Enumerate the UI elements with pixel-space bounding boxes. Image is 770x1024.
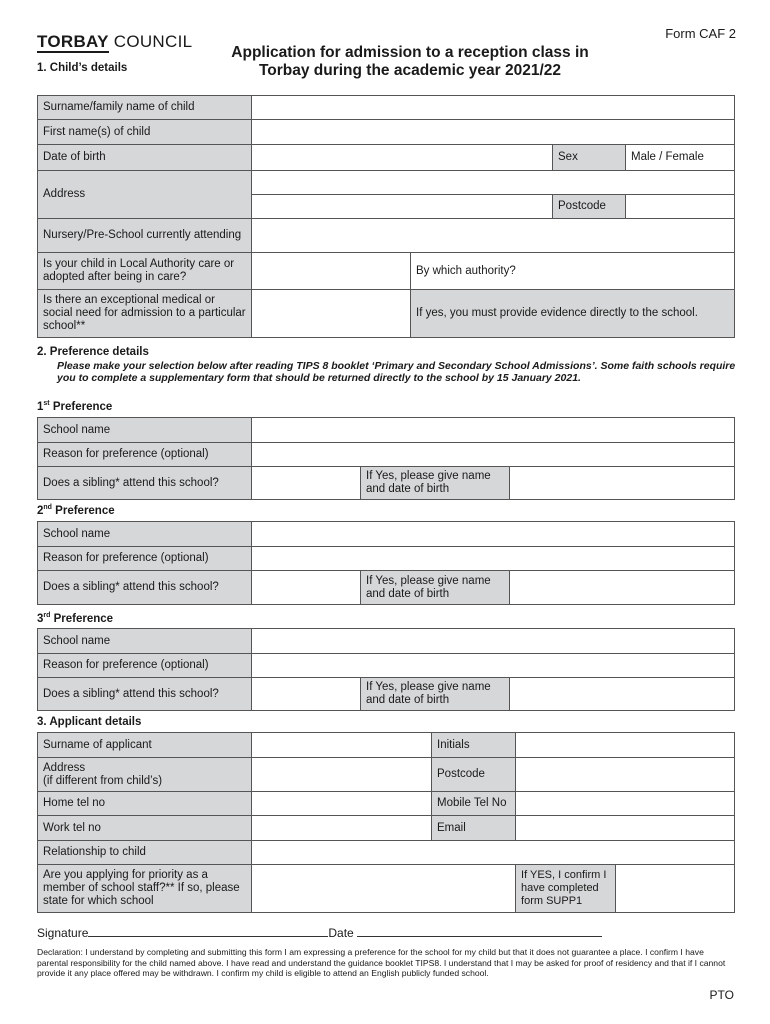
care-field[interactable] bbox=[252, 253, 411, 290]
child-surname-field[interactable] bbox=[252, 96, 735, 120]
sibling-field[interactable] bbox=[252, 678, 361, 711]
title-line-2: Torbay during the academic year 2021/22 bbox=[258, 62, 562, 79]
address-label: Address bbox=[38, 171, 252, 219]
reason-label: Reason for preference (optional) bbox=[38, 547, 252, 571]
school-name-label: School name bbox=[38, 522, 252, 547]
logo-bold: TORBAY bbox=[37, 32, 109, 51]
supp-confirm-label: If YES, I confirm I have completed form SUPP1 bbox=[516, 865, 616, 913]
preference-2-table bbox=[37, 521, 735, 605]
pto-label: PTO bbox=[709, 988, 734, 1002]
reason-field[interactable] bbox=[252, 654, 735, 678]
postcode-field[interactable] bbox=[626, 195, 735, 219]
address-field-line1[interactable] bbox=[252, 171, 735, 195]
pref-sup: rd bbox=[43, 612, 51, 620]
sibling-label: Does a sibling* attend this school? bbox=[38, 571, 252, 605]
evidence-note: If yes, you must provide evidence directly to the school. bbox=[411, 290, 735, 338]
reason-label: Reason for preference (optional) bbox=[38, 654, 252, 678]
reason-label: Reason for preference (optional) bbox=[38, 443, 252, 467]
authority-label[interactable]: By which authority? bbox=[411, 253, 735, 290]
pref-num: 1 bbox=[37, 401, 44, 413]
signature-label: Signature bbox=[37, 926, 89, 940]
pref-label: Preference bbox=[53, 613, 114, 625]
sibling-details-field[interactable] bbox=[510, 678, 735, 711]
applicant-surname-label: Surname of applicant bbox=[38, 733, 252, 758]
school-name-field[interactable] bbox=[252, 418, 735, 443]
priority-label: Are you applying for priority as a member of school staff?** If so, please state for which school bbox=[38, 865, 252, 913]
school-name-field[interactable] bbox=[252, 522, 735, 547]
relationship-label: Relationship to child bbox=[38, 841, 252, 865]
school-name-field[interactable] bbox=[252, 629, 735, 654]
child-first-names-field[interactable] bbox=[252, 120, 735, 145]
section3-heading: 3. Applicant details bbox=[37, 716, 142, 728]
date-field[interactable] bbox=[357, 927, 602, 937]
signature-row bbox=[37, 926, 602, 940]
section1-heading: 1. Child’s details bbox=[37, 62, 128, 74]
sibling-details-field[interactable] bbox=[510, 571, 735, 605]
child-surname-label: Surname/family name of child bbox=[38, 96, 252, 120]
section2-heading: 2. Preference details bbox=[37, 346, 149, 358]
preference-3-heading bbox=[37, 613, 113, 625]
medical-field[interactable] bbox=[252, 290, 411, 338]
relationship-field[interactable] bbox=[252, 841, 735, 865]
supp-confirm-field[interactable] bbox=[616, 865, 735, 913]
sibling-label: Does a sibling* attend this school? bbox=[38, 678, 252, 711]
medical-label: Is there an exceptional medical or social need for admission to a particular school** bbox=[38, 290, 252, 338]
home-tel-field[interactable] bbox=[252, 792, 432, 816]
preference-note: Please make your selection below after reading TIPS 8 booklet ‘Primary and Secondary School Admissions’. Some faith schools require you to complete a supplementary form that should be returned directly to the school by 15 January 2021. bbox=[57, 360, 736, 384]
initials-label: Initials bbox=[432, 733, 516, 758]
page-title bbox=[200, 44, 620, 80]
email-field[interactable] bbox=[516, 816, 735, 841]
pref-num: 2 bbox=[37, 505, 44, 517]
address-field-line2[interactable] bbox=[252, 195, 553, 219]
work-tel-label: Work tel no bbox=[38, 816, 252, 841]
sibling-details-label: If Yes, please give name and date of birth bbox=[361, 678, 510, 711]
pref-label: Preference bbox=[55, 505, 115, 517]
sibling-details-label: If Yes, please give name and date of birth bbox=[361, 571, 510, 605]
pref-num: 3 bbox=[37, 613, 44, 625]
sex-label: Sex bbox=[553, 145, 626, 171]
declaration-text: Declaration: I understand by completing and submitting this form I am expressing a preference for the school for my child but that it does not guarantee a place. I confirm I have parental responsibility for the child named above. I have read and understand the guidance booklet TIPS8. I understand that I may be asked for proof of residency and that if I cannot provide it any place offered may be withdrawn. I confirm my child is eligible to attend an English publicly funded school. bbox=[37, 947, 726, 978]
sibling-field[interactable] bbox=[252, 571, 361, 605]
applicant-details-table bbox=[37, 732, 735, 913]
nursery-label: Nursery/Pre-School currently attending bbox=[38, 219, 252, 253]
mobile-tel-label: Mobile Tel No bbox=[432, 792, 516, 816]
nursery-field[interactable] bbox=[252, 219, 735, 253]
dob-label: Date of birth bbox=[38, 145, 252, 171]
initials-field[interactable] bbox=[516, 733, 735, 758]
sex-field[interactable]: Male / Female bbox=[626, 145, 735, 171]
postcode-label: Postcode bbox=[553, 195, 626, 219]
home-tel-label: Home tel no bbox=[38, 792, 252, 816]
dob-field[interactable] bbox=[252, 145, 553, 171]
preference-2-heading bbox=[37, 505, 115, 517]
preference-1-heading bbox=[37, 401, 112, 413]
reason-field[interactable] bbox=[252, 443, 735, 467]
form-code: Form CAF 2 bbox=[665, 26, 736, 41]
mobile-tel-field[interactable] bbox=[516, 792, 735, 816]
pref-label: Preference bbox=[52, 401, 113, 413]
reason-field[interactable] bbox=[252, 547, 735, 571]
council-logo bbox=[37, 32, 192, 52]
school-name-label: School name bbox=[38, 629, 252, 654]
date-label: Date bbox=[328, 926, 354, 940]
priority-field[interactable] bbox=[252, 865, 516, 913]
title-line-1: Application for admission to a reception class in bbox=[231, 44, 589, 61]
applicant-postcode-label: Postcode bbox=[432, 758, 516, 792]
applicant-postcode-field[interactable] bbox=[516, 758, 735, 792]
preference-1-table bbox=[37, 417, 735, 500]
work-tel-field[interactable] bbox=[252, 816, 432, 841]
signature-field[interactable] bbox=[88, 927, 328, 937]
pref-sup: st bbox=[43, 400, 50, 408]
applicant-address-label: Address (if different from child’s) bbox=[38, 758, 252, 792]
sibling-details-label: If Yes, please give name and date of birth bbox=[361, 467, 510, 500]
sibling-label: Does a sibling* attend this school? bbox=[38, 467, 252, 500]
preference-3-table bbox=[37, 628, 735, 711]
pref-sup: nd bbox=[43, 504, 52, 512]
child-details-table bbox=[37, 95, 735, 338]
school-name-label: School name bbox=[38, 418, 252, 443]
email-label: Email bbox=[432, 816, 516, 841]
applicant-address-field[interactable] bbox=[252, 758, 432, 792]
applicant-surname-field[interactable] bbox=[252, 733, 432, 758]
logo-rest: COUNCIL bbox=[113, 32, 193, 51]
child-first-names-label: First name(s) of child bbox=[38, 120, 252, 145]
care-label: Is your child in Local Authority care or adopted after being in care? bbox=[38, 253, 252, 290]
sibling-details-field[interactable] bbox=[510, 467, 735, 500]
sibling-field[interactable] bbox=[252, 467, 361, 500]
